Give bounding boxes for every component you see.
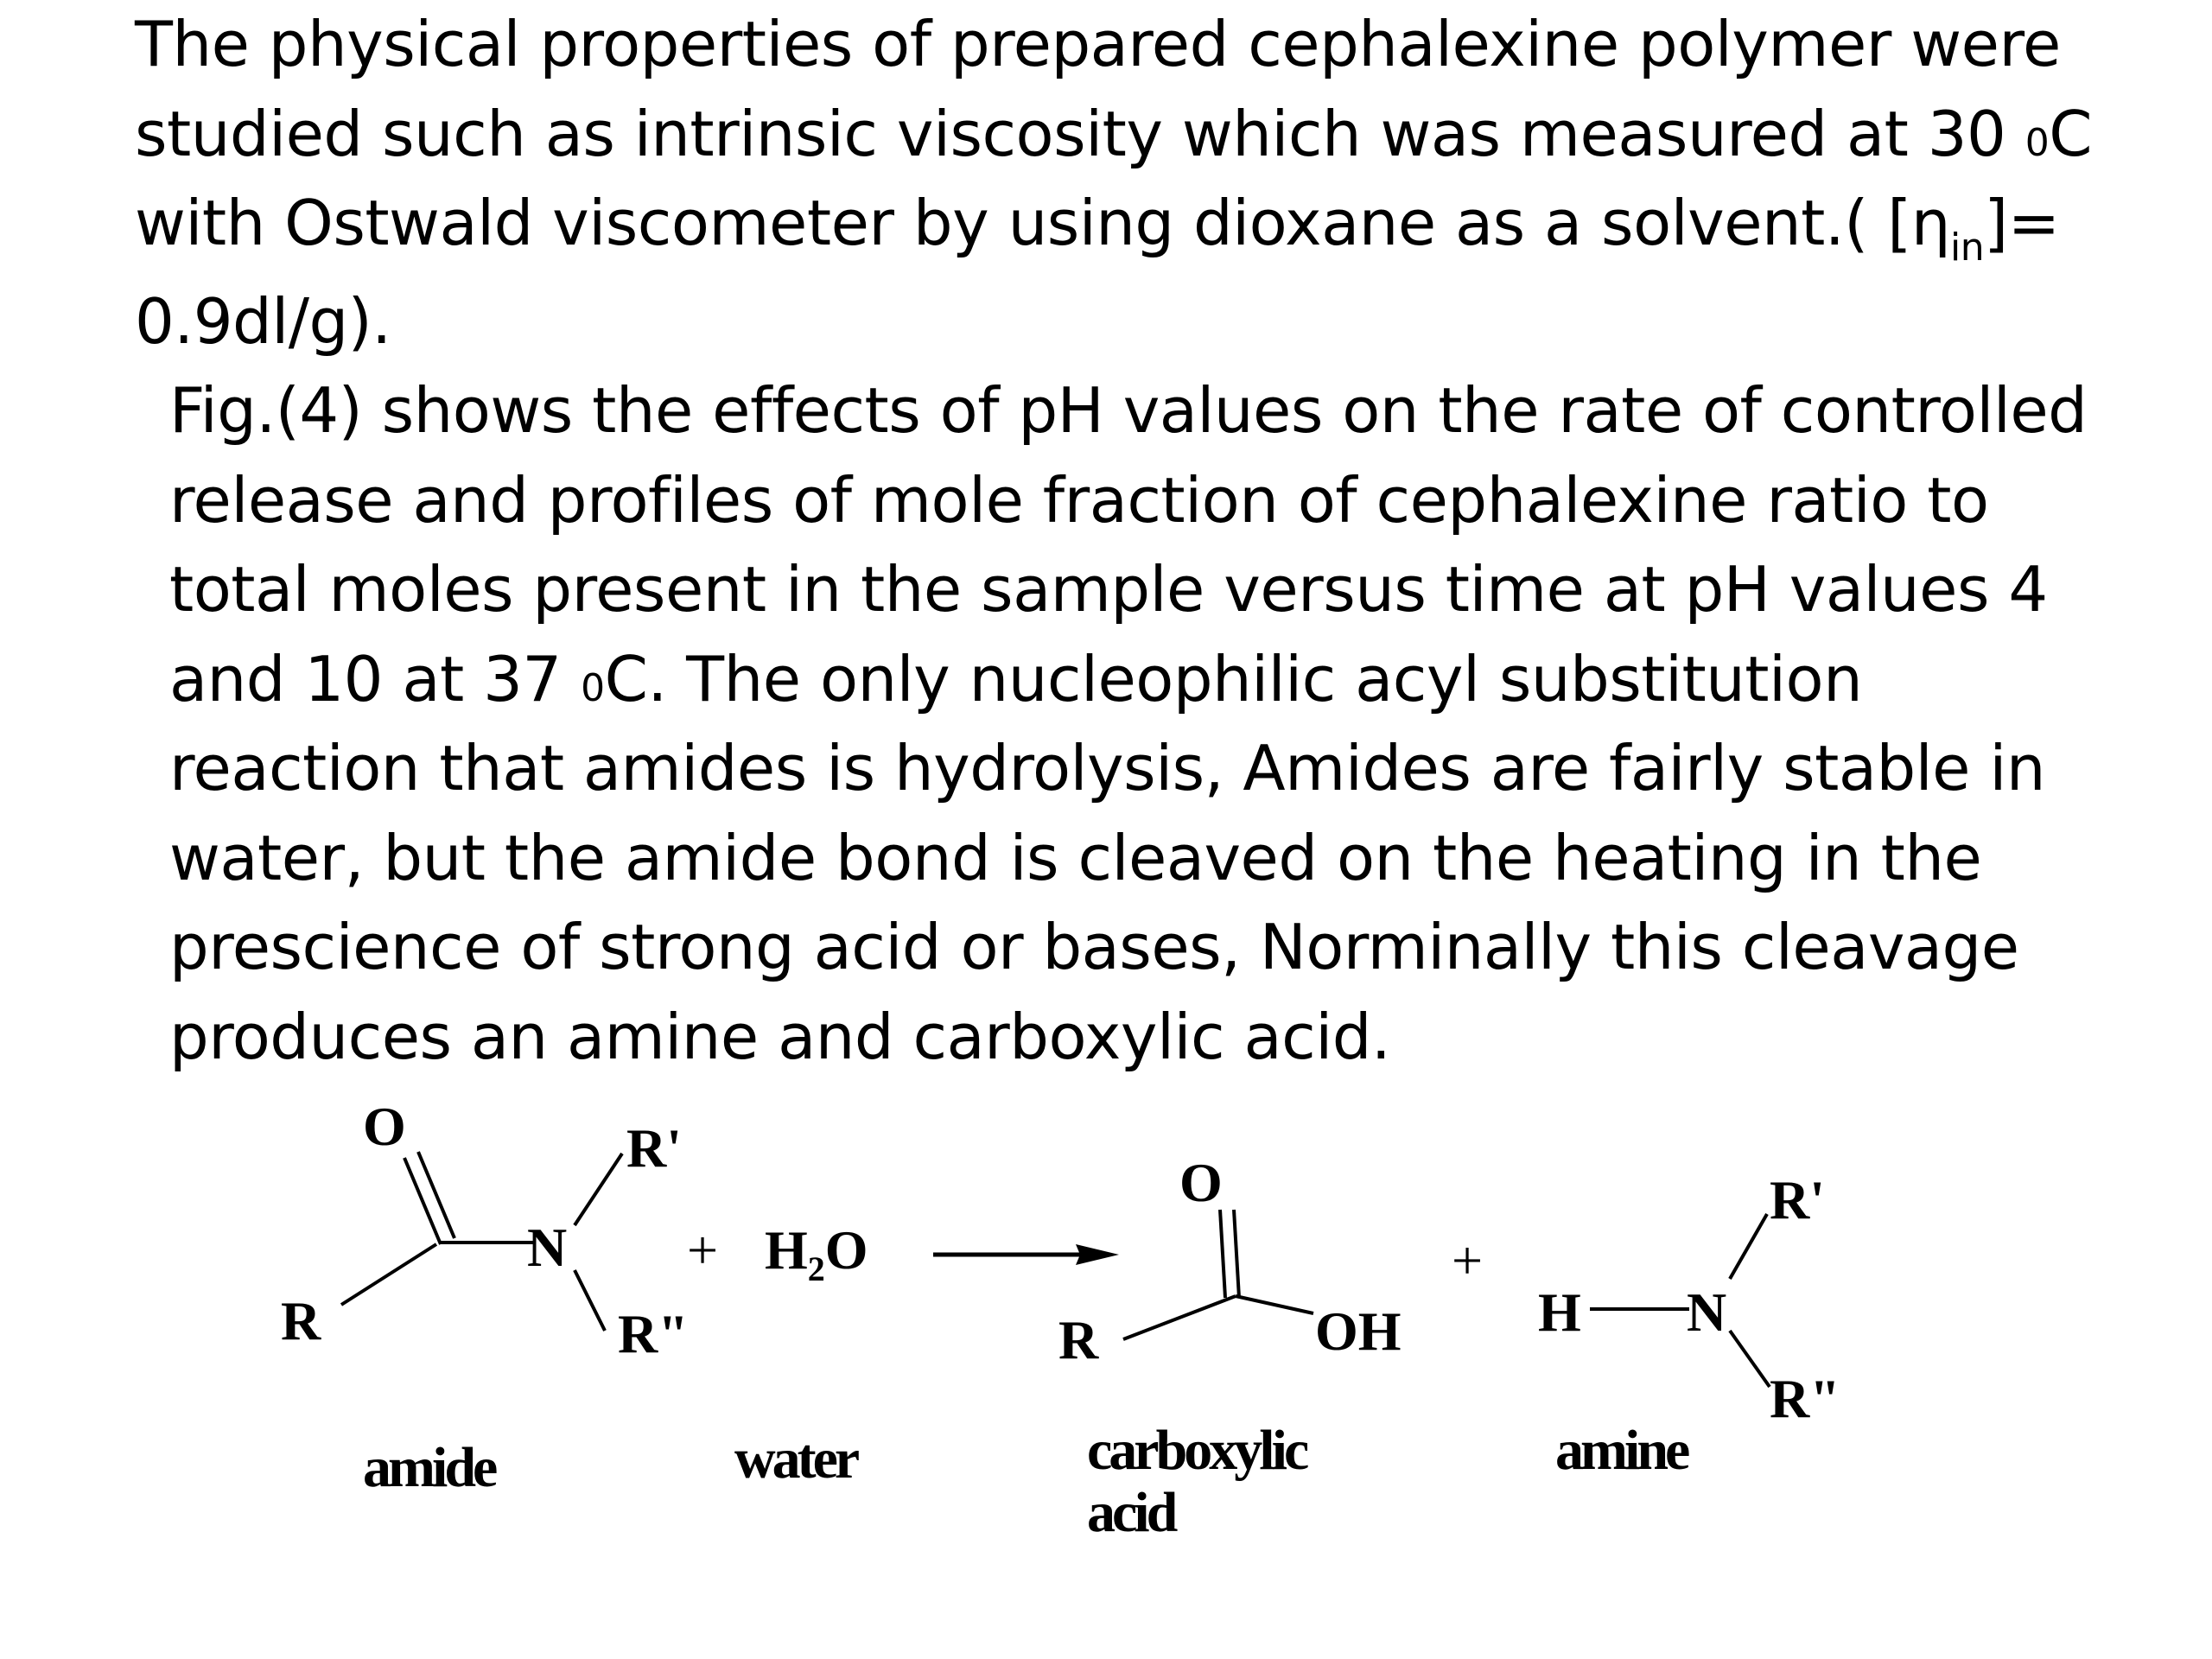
amide-hydrolysis-scheme bbox=[0, 1071, 2212, 1573]
acid-label-line2: acid bbox=[1087, 1481, 1175, 1544]
amine-r2-group: R" bbox=[1770, 1368, 1840, 1429]
acid-r-group: R bbox=[1058, 1309, 1099, 1370]
water-formula: $H_2O$ bbox=[765, 1219, 868, 1288]
amide-r1-group: R' bbox=[626, 1117, 682, 1179]
reaction-arrow bbox=[933, 1244, 1119, 1265]
paragraph-viscosity: The physical properties of prepared cephalexine polymer were studied such as intrinsic viscosity which was measured at 30 $^0$C with Ostwald viscometer by using dioxane as a solvent.( $[\eta_{in}]= 0.9dl/g$). bbox=[135, 8, 2092, 358]
acid-label-line1: carboxylic bbox=[1087, 1419, 1306, 1482]
body-text bbox=[135, 0, 2122, 1082]
amide-oxygen: O bbox=[363, 1096, 406, 1157]
paragraph-ph-effects: Fig.(4) shows the effects of pH values on the rate of controlled release and profiles of mole fraction of cephalexine ratio to total moles present in the sample versus time at pH values 4 and 10 at 37 $^0$C. The only nucleophilic acyl substitution reaction that amides is hydrolysis, Amides are fairly stable in water, but the amide bond is cleaved on the heating in the prescience of strong acid or bases, Norminally this cleavage produces an amine and carboxylic acid. bbox=[169, 374, 2088, 1073]
amine-label: amine bbox=[1555, 1419, 1688, 1482]
acid-structure bbox=[1123, 1210, 1313, 1339]
amide-structure bbox=[341, 1152, 622, 1331]
amine-structure bbox=[1590, 1214, 1770, 1387]
amide-nitrogen: N bbox=[527, 1217, 568, 1278]
plus-sign-1: + bbox=[687, 1219, 719, 1281]
amide-label: amide bbox=[363, 1436, 495, 1499]
amide-r-group: R bbox=[281, 1290, 321, 1351]
amine-nitrogen: N bbox=[1687, 1281, 1727, 1343]
acid-oxygen: O bbox=[1179, 1152, 1223, 1213]
plus-sign-2: + bbox=[1452, 1230, 1484, 1291]
acid-hydroxyl: OH bbox=[1315, 1300, 1402, 1362]
amine-hydrogen: H bbox=[1538, 1281, 1581, 1343]
water-label: water bbox=[734, 1427, 857, 1491]
amine-r1-group: R' bbox=[1770, 1169, 1825, 1230]
amide-r2-group: R" bbox=[618, 1303, 689, 1364]
